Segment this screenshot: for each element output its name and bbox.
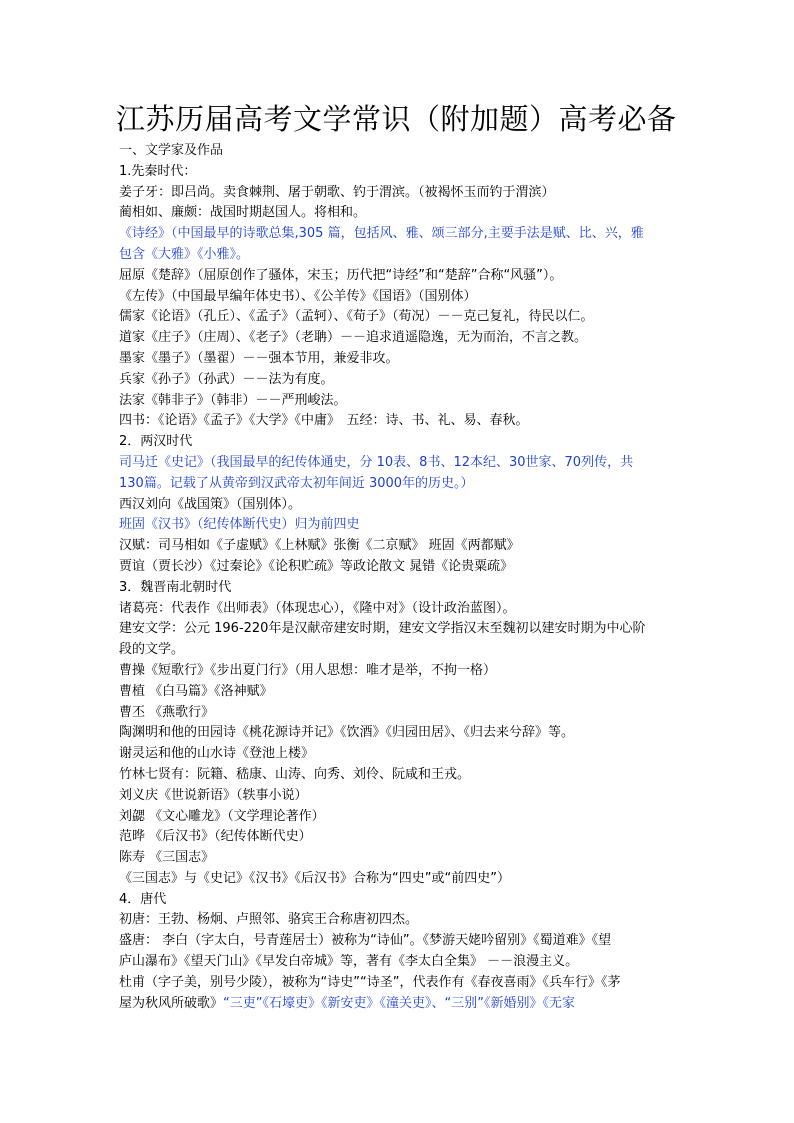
text-line: 四书：《论语》《孟子》《大学》《中庸》 五经：诗、书、礼、易、春秋。 [119, 413, 529, 429]
text-line: 段的文学。 [119, 642, 185, 658]
document-title: 江苏历届高考文学常识（附加题）高考必备 [116, 102, 677, 136]
text-line: 《三国志》与《史记》《汉书》《后汉书》合称为“四史”或“前四史”） [119, 870, 510, 886]
text-line: 法家《韩非子》（韩非）－－严刑峻法。 [119, 392, 347, 408]
text-line: 陶渊明和他的田园诗《桃花源诗并记》《饮酒》《归园田居》、《归去来兮辞》等。 [119, 725, 575, 741]
text-line: 贾谊（贾长沙）《过秦论》《论积贮疏》等政论散文 晁错《论贵粟疏》 [119, 558, 514, 574]
text-line: 竹林七贤有：阮籍、嵇康、山涛、向秀、刘伶、阮咸和王戎。 [119, 766, 471, 782]
text-line: 刘义庆《世说新语》（轶事小说） [119, 787, 308, 803]
text-line: 建安文学：公元 196-220年是汉献帝建安时期，建安文学指汉末至魏初以建安时期为中心阶 [119, 621, 646, 637]
text-line: 汉赋：司马相如《子虚赋》《上林赋》张衡《二京赋》 班固《两都赋》 [119, 538, 520, 554]
text-line: 《左传》（中国最早编年体史书）、《公羊传》《国语》（国别体） [119, 288, 477, 304]
text-line: 墨家《墨子》（墨翟）－－强本节用，兼爱非攻。 [119, 350, 399, 366]
highlighted-line: 司马迁《史记》（我国最早的纪传体通史，分 10表、8书、12本纪、30世家、70列传，共 [119, 454, 634, 470]
section-heading: 一、文学家及作品 [119, 143, 224, 158]
highlighted-line: 130篇。记载了从黄帝到汉武帝太初年间近 3000年的历史。） [119, 475, 474, 491]
text-line: 初唐：王勃、杨炯、卢照邻、骆宾王合称唐初四杰。 [119, 912, 419, 928]
text-line: 兵家《孙子》（孙武）－－法为有度。 [119, 371, 334, 387]
document-body [119, 141, 679, 1014]
text-line: 庐山瀑布》《望天门山》《早发白帝城》等，著有《李太白全集》 －－浪漫主义。 [119, 954, 579, 970]
highlighted-line: 班固《汉书》（纪传体断代史）归为前四史 [119, 517, 360, 533]
text-line: 刘勰 《文心雕龙》（文学理论著作） [119, 808, 325, 824]
era-heading: 4．唐代 [119, 891, 167, 907]
text-line: 诸葛亮：代表作《出师表》（体现忠心），《隆中对》（设计政治蓝图）。 [119, 600, 516, 616]
era-heading: 1.先秦时代： [119, 163, 197, 179]
text-line: 屈原《楚辞》（屈原创作了骚体，宋玉；历代把“诗经”和“楚辞”合称“风骚”）。 [119, 267, 563, 283]
text-line: 道家《庄子》（庄周）、《老子》（老聃）－－追求逍遥隐逸，无为而治，不言之教。 [119, 330, 588, 346]
text-line: 曹丕 《燕歌行》 [119, 704, 215, 720]
highlighted-line: 《诗经》（中国最早的诗歌总集,305 篇，包括风、雅、颂三部分,主要手法是赋、比、兴，雅 [119, 226, 644, 242]
text-line: 蔺相如、廉颇：战国时期赵国人。将相和。 [119, 205, 367, 221]
text-line: 屋为秋风所破歌》“三吏”《石壕吏》《新安吏》《潼关吏》、“三别”《新婚别》《无家 [119, 995, 575, 1011]
era-heading: 3．魏晋南北朝时代 [119, 579, 232, 595]
text-line: 姜子牙：即吕尚。卖食棘荆、屠于朝歌、钓于渭滨。（被褐怀玉而钓于渭滨） [119, 184, 555, 200]
text-line: 西汉刘向《战国策》（国别体）。 [119, 496, 302, 512]
text-line: 陈寿 《三国志》 [119, 850, 215, 866]
text-line: 儒家《论语》（孔丘）、《孟子》（孟轲）、《荀子》（荀况）－－克己复礼，待民以仁。 [119, 309, 594, 325]
text-line: 杜甫（字子美，别号少陵），被称为“诗史”“诗圣”，代表作有《春夜喜雨》《兵车行》《茅 [119, 974, 621, 990]
era-heading: 2．两汉时代 [119, 434, 193, 450]
text-line: 谢灵运和他的山水诗《登池上楼》 [119, 746, 315, 762]
text-line: 范晔 《后汉书》（纪传体断代史） [119, 829, 312, 845]
text-line: 曹植 《白马篇》《洛神赋》 [119, 683, 273, 699]
highlighted-line: 包含《大雅》《小雅》。 [119, 246, 250, 262]
text-line: 盛唐： 李白（字太白，号青莲居士）被称为“诗仙”。《梦游天姥吟留别》《蜀道难》《望 [119, 933, 612, 949]
text-line: 曹操《短歌行》《步出夏门行》（用人思想：唯才是举，不拘一格） [119, 662, 497, 678]
highlighted-text: “三吏”《石壕吏》《新安吏》《潼关吏》、“三别”《新婚别》《无家 [223, 995, 575, 1011]
